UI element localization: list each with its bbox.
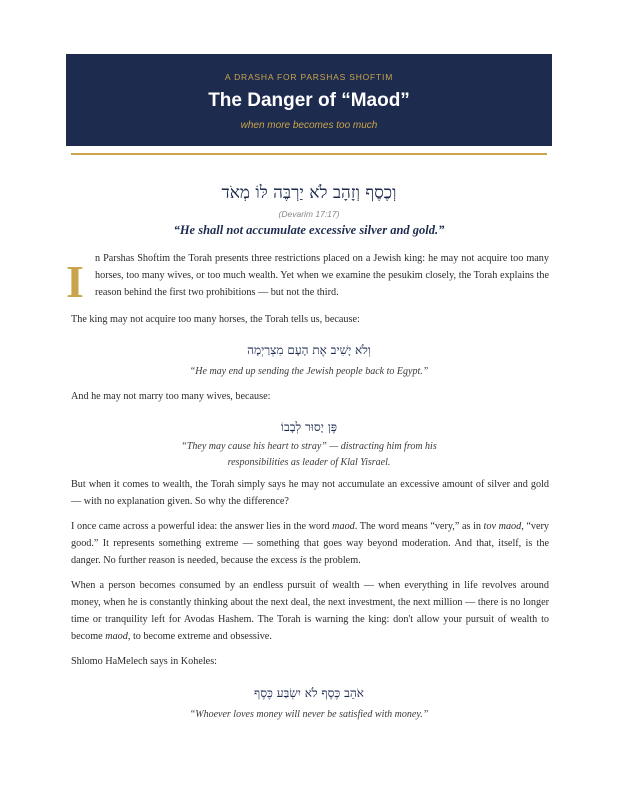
quote-koheles-translation: “Whoever loves money will never be satisfied with money.”: [189, 709, 429, 720]
quote-wives-hebrew: פֶּן יָסוּר לְבָבוֹ: [280, 420, 338, 434]
drop-cap: I: [66, 256, 84, 307]
title-banner: [66, 54, 552, 146]
page-title: The Danger of “Maod”: [208, 90, 410, 111]
quote-horses-translation: “He may end up sending the Jewish people back to Egypt.”: [189, 366, 429, 377]
paragraph-intro: n Parshas Shoftim the Torah presents three restrictions placed on a Jewish king: he may not acquire too many horses, too many wives, or too much wealth. Yet when we examine the pesukim closely, the Torah explains the reason behind the first two prohibitions — but not the third.: [95, 253, 549, 298]
paragraph-wealth: But when it comes to wealth, the Torah simply says he may not accumulate an excessive amount of silver and gold — with no explanation given. So why the difference?: [71, 479, 549, 507]
quote-wives-translation: “They may cause his heart to stray” — distracting him from his responsibilities as leader of Klal Yisrael.: [181, 441, 437, 468]
paragraph-koheles: Shlomo HaMelech says in Koheles:: [71, 656, 217, 667]
opening-verse-translation: “He shall not accumulate excessive silver and gold.”: [173, 223, 445, 237]
paragraph-horses: The king may not acquire too many horses, the Torah tells us, because:: [71, 314, 360, 325]
paragraph-maod: I once came across a powerful idea: the answer lies in the word maod. The word means “very,” as in tov maod, “very good.” It represents something extreme — something that goes way beyond moderation. And that, itself, is the danger. No further reason is needed, because the excess is the problem.: [71, 521, 549, 566]
page-subtitle: when more becomes too much: [240, 120, 378, 131]
banner-kicker: A DRASHA FOR PARSHAS SHOFTIM: [224, 72, 394, 82]
quote-koheles-hebrew: אֹהֵב כֶּסֶף לֹא יִשְׂבַּע כֶּסֶף: [254, 686, 364, 700]
paragraph-pursuit: When a person becomes consumed by an endless pursuit of wealth — when everything in life revolves around money, when he is constantly thinking about the next deal, the next investment, the next million — there is no longer time or tranquility left for Avodas Hashem. The Torah is warning the king: don't allow your pursuit of wealth to become maod, to become extreme and obsessive.: [71, 580, 549, 642]
paragraph-wives: And he may not marry too many wives, because:: [71, 391, 271, 402]
quote-horses-hebrew: וְלֹא יָשִׁיב אֶת הָעָם מִצְרַיְמָה: [247, 343, 371, 357]
gold-divider: [71, 153, 547, 155]
opening-verse-hebrew: וְכֶסֶף וְזָהָב לֹא יַרְבֶּה לּוֹ מְאֹד: [221, 183, 397, 203]
opening-verse-reference: (Devarim 17:17): [278, 209, 340, 219]
